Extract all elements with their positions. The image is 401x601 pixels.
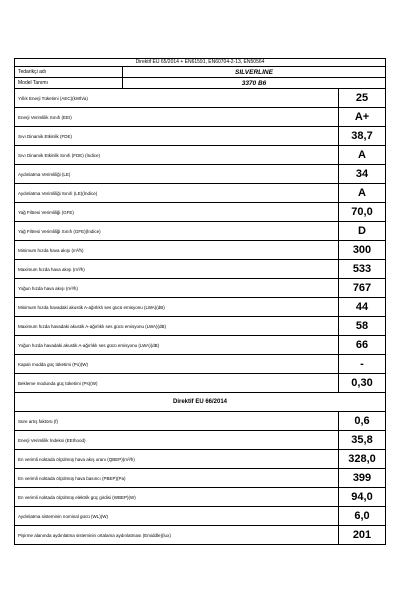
row-value: 328,0 bbox=[348, 453, 376, 465]
row-value: 70,0 bbox=[351, 206, 373, 218]
directive-66-rows bbox=[14, 412, 386, 545]
row-value: 58 bbox=[355, 320, 369, 332]
row-value: 25 bbox=[355, 92, 369, 104]
table-row bbox=[14, 146, 386, 165]
row-label: Minimum hızda havadaki akustik A-ağırlıklı ses gücü emisyonu (LWA)(dB) bbox=[15, 298, 339, 316]
row-value: 35,8 bbox=[351, 434, 373, 446]
row-label: Enerji Verimlilik Sınıfı (EEI) bbox=[15, 108, 339, 126]
row-label: Maximum hızda havadaki akustik A-ağırlıklı ses gücü emisyonu (LWA)(dB) bbox=[15, 317, 339, 335]
row-value: 300 bbox=[352, 244, 372, 256]
directive-header: Direktif EU 65/2014 + EN61591, EN60704-2-13, EN50564 bbox=[14, 58, 386, 67]
row-value: 399 bbox=[352, 472, 372, 484]
row-value: 66 bbox=[355, 339, 369, 351]
row-value: D bbox=[358, 225, 366, 237]
row-label: Aydınlatma Verimliliği (LE) bbox=[15, 165, 339, 183]
energy-label-table bbox=[14, 58, 386, 545]
row-label: Bekleme modunda güç tüketimi (Ps)(W) bbox=[15, 374, 339, 392]
table-row bbox=[14, 184, 386, 203]
row-label: Kapalı modda güç tüketimi (Po)(W) bbox=[15, 355, 339, 373]
row-label: Sıvı Dinamik Etkinlik (FDE) bbox=[15, 127, 339, 145]
row-value: 767 bbox=[352, 282, 372, 294]
table-row bbox=[14, 203, 386, 222]
table-row bbox=[14, 222, 386, 241]
table-row bbox=[14, 279, 386, 298]
table-row bbox=[14, 488, 386, 507]
table-row bbox=[14, 317, 386, 336]
supplier-row bbox=[14, 67, 386, 78]
row-value: 38,7 bbox=[351, 130, 373, 142]
row-value: A bbox=[358, 187, 366, 199]
row-label: En verimli noktada ölçülmüş hava akış oranı (QBEP)(m³/h) bbox=[15, 450, 339, 468]
row-value: 0,6 bbox=[354, 415, 370, 427]
table-row bbox=[14, 450, 386, 469]
row-label: Maximum hızda hava akışı (m³/h) bbox=[15, 260, 339, 278]
row-label: Yoğun hızda havadaki akustik A-ağırlıklı ses gücü emisyonu (LWA)(dB) bbox=[15, 336, 339, 354]
table-row bbox=[14, 298, 386, 317]
row-value: 533 bbox=[352, 263, 372, 275]
table-row bbox=[14, 89, 386, 108]
row-label: Yağ Filtresi Verimliliği (GFE) bbox=[15, 203, 339, 221]
table-row bbox=[14, 165, 386, 184]
table-row bbox=[14, 412, 386, 431]
row-value: - bbox=[360, 358, 364, 370]
row-value: A+ bbox=[354, 111, 370, 123]
row-value: 0,30 bbox=[351, 377, 373, 389]
row-value: A bbox=[358, 149, 366, 161]
row-label: En verimli noktada ölçülmüş elektrik güç girdisi (WBEP)(W) bbox=[15, 488, 339, 506]
table-row bbox=[14, 374, 386, 393]
row-label: Yıllık Enerji Tüketimi (AEC)(kWh/a) bbox=[15, 89, 339, 107]
row-value: 34 bbox=[355, 168, 369, 180]
row-label: Aydınlatma Verimliliği Sınıfı (LE)(İndice) bbox=[15, 184, 339, 202]
row-label: Yoğun hızda hava akışı (m³/h) bbox=[15, 279, 339, 297]
table-row bbox=[14, 241, 386, 260]
table-row bbox=[14, 336, 386, 355]
row-value: 201 bbox=[352, 529, 372, 541]
table-row bbox=[14, 526, 386, 545]
row-label: Süre artış faktörü (f) bbox=[15, 412, 339, 430]
row-label: Aydınlatma sisteminin nominal gücü (WL)(W) bbox=[15, 507, 339, 525]
row-value: 6,0 bbox=[354, 510, 370, 522]
table-row bbox=[14, 507, 386, 526]
supplier-value: SILVERLINE bbox=[235, 68, 273, 76]
section-title: Direktif EU 66/2014 bbox=[14, 393, 386, 412]
row-value: 44 bbox=[355, 301, 369, 313]
row-label: En verimli noktada ölçülmüş hava basıncı (PBEP)(Pa) bbox=[15, 469, 339, 487]
table-row bbox=[14, 127, 386, 146]
model-row bbox=[14, 78, 386, 89]
table-row bbox=[14, 260, 386, 279]
row-value: 94,0 bbox=[351, 491, 373, 503]
row-label: Pişirme alanında aydınlatma sisteminin ortalama aydınlatması (Emiddle)(lux) bbox=[15, 526, 339, 544]
row-label: Enerji Verimlilik İndeksi (EEIhood) bbox=[15, 431, 339, 449]
model-value: 3370 B6 bbox=[241, 79, 267, 87]
table-row bbox=[14, 431, 386, 450]
directive-65-rows bbox=[14, 89, 386, 393]
table-row bbox=[14, 355, 386, 374]
row-label: Yağ Filtresi Verimliliği Sınıfı (GFE)(İndice) bbox=[15, 222, 339, 240]
supplier-label: Tedarikçi adı bbox=[15, 67, 123, 77]
table-row bbox=[14, 469, 386, 488]
row-label: Minimum hızda hava akışı (m³/h) bbox=[15, 241, 339, 259]
model-label: Model Tanımı bbox=[15, 78, 123, 88]
row-label: Sıvı Dinamik Etkinlik Sınıfı (FDE) (İndice) bbox=[15, 146, 339, 164]
table-row bbox=[14, 108, 386, 127]
